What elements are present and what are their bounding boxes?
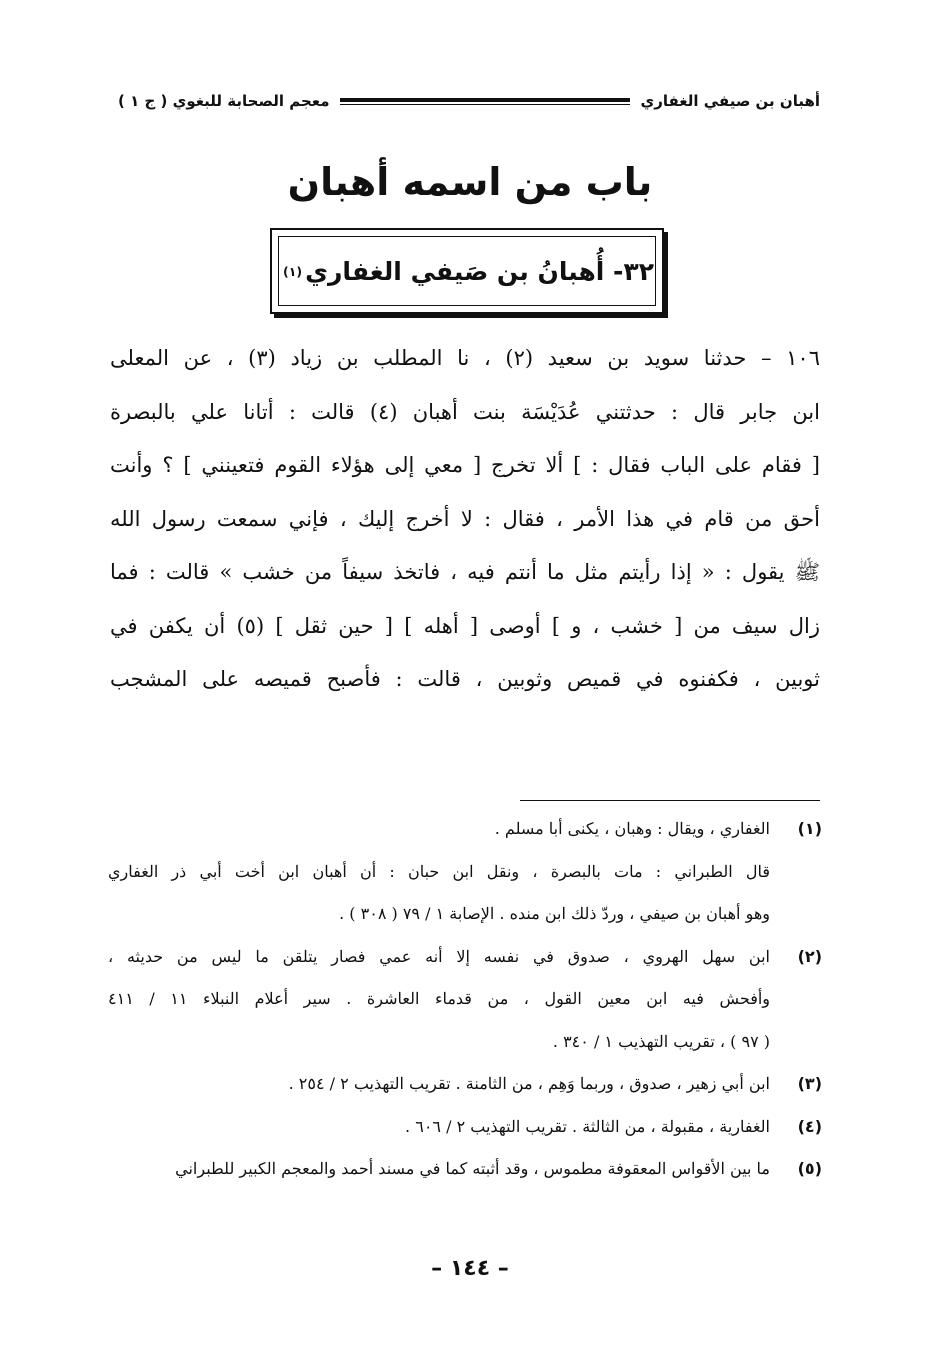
footnote-number: (٢)	[797, 946, 822, 966]
footnote-line: الغفارية ، مقبولة ، من الثالثة . تقريب التهذيب ٢ / ٦٠٦ .	[405, 1116, 770, 1136]
body-line: [ فقام على الباب فقال : ] ألا تخرج [ معي إلى هؤلاء القوم فتعينني ] ؟ وأنت	[110, 453, 820, 477]
footnote-line: ابن سهل الهروي ، صدوق في نفسه إلا أنه عمي فصار يتلقن ما ليس من حديثه ،	[108, 946, 770, 966]
body-line: ثوبين ، فكفنوه في قميص وثوبين ، قالت : فأصبح قميصه على المشجب	[110, 667, 820, 691]
entry-heading-frame	[278, 236, 656, 306]
body-line: زال سيف من [ خشب ، و ] أوصى [ أهله ] [ حين ثقل ] (٥) أن يكفن في	[110, 613, 820, 638]
body-line: ابن جابر قال : حدثتني عُدَيْسَة بنت أهبان (٤) قالت : أتانا علي بالبصرة	[110, 399, 820, 424]
entry-footnote-ref: (١)	[283, 263, 303, 279]
body-line: ١٠٦ – حدثنا سويد بن سعيد (٢) ، نا المطلب بن زياد (٣) ، عن المعلى	[110, 346, 820, 370]
footnote-line: الغفاري ، ويقال : وهبان ، يكنى أبا مسلم .	[494, 819, 770, 838]
footnote-line: قال الطبراني : مات بالبصرة ، ونقل ابن حبان : أن أهبان ابن أخت أبي ذر الغفاري	[108, 861, 770, 881]
page-number: – ١٤٤ –	[431, 1256, 509, 1281]
header-entry-title: أهبان بن صيفي الغفاري	[640, 92, 820, 110]
footnote-2	[108, 936, 822, 1064]
body-line: ﷺ يقول : « إذا رأيتم مثل ما أنتم فيه ، فاتخذ سيفاً من خشب » قالت : فما	[110, 560, 820, 584]
footnote-line: وهو أهبان بن صيفي ، وردّ ذلك ابن منده . الإصابة ١ / ٧٩ ( ٣٠٨ ) .	[339, 904, 770, 923]
footnote-line: ( ٩٧ ) ، تقريب التهذيب ١ / ٣٤٠ .	[552, 1031, 770, 1051]
body-line: أحق من قام في هذا الأمر ، فقال : لا أخرج إليك ، فإني سمعت رسول الله	[110, 506, 820, 531]
footnote-number: (١)	[797, 819, 822, 838]
entry-heading-box	[270, 228, 664, 314]
footnote-number: (٤)	[797, 1116, 822, 1136]
hadith-text	[110, 332, 820, 707]
running-header	[118, 86, 820, 116]
footnote-number: (٣)	[797, 1074, 822, 1093]
footnote-line: ما بين الأقواس المعقوفة مطموس ، وقد أثبته كما في مسند أحمد والمعجم الكبير للطبراني	[175, 1159, 770, 1178]
footnote-number: (٥)	[797, 1159, 822, 1178]
footnote-separator	[520, 800, 820, 801]
footnote-3	[108, 1063, 822, 1106]
header-book-title: معجم الصحابة للبغوي ( ج ١ )	[118, 92, 330, 110]
footnote-4	[108, 1106, 822, 1149]
footnote-line: ابن أبي زهير ، صدوق ، وربما وَهِم ، من الثامنة . تقريب التهذيب ٢ / ٢٥٤ .	[288, 1074, 770, 1093]
footnotes	[108, 808, 822, 1191]
header-rule	[340, 98, 631, 105]
chapter-title: باب من اسمه أهبان	[287, 160, 653, 204]
entry-heading: ٣٢- أُهبانُ بن صَيفي الغفاري	[305, 256, 654, 286]
footnote-5	[108, 1148, 822, 1191]
footnote-line: وأفحش فيه ابن معين القول ، من قدماء العاشرة . سير أعلام النبلاء ١١ / ٤١١	[108, 989, 771, 1008]
footnote-1	[108, 808, 822, 936]
